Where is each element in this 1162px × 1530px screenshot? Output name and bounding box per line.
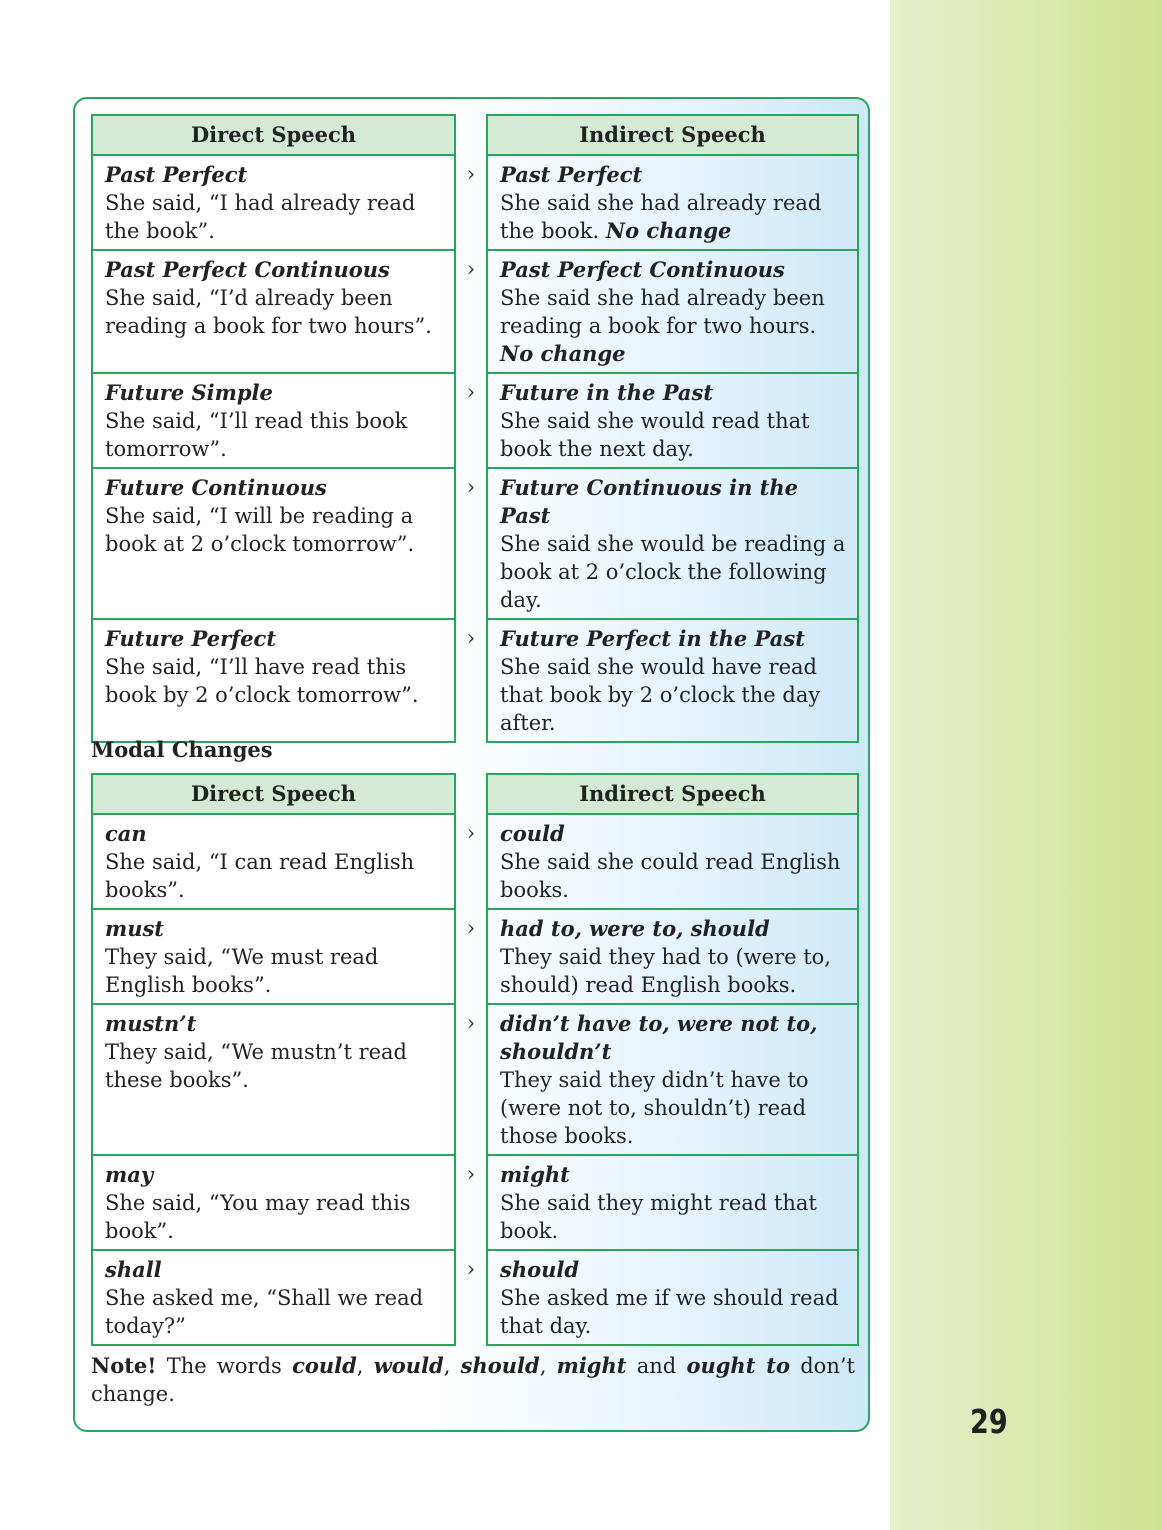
modal-name: didn’t have to, were not to, shouldn’t: [500, 1011, 818, 1064]
note-word: should: [460, 1353, 540, 1378]
header-spacer: [455, 115, 487, 155]
table-row: [92, 155, 858, 250]
example-text: She said, “I had already read the book”.: [105, 191, 416, 243]
example-text: She said, “I will be reading a book at 2 o’clock tomorrow”.: [105, 504, 415, 556]
indirect-cell: [487, 250, 858, 373]
direct-cell: [92, 814, 455, 909]
header-indirect-speech: Indirect Speech: [487, 774, 858, 814]
note-text: The words: [166, 1354, 282, 1378]
modal-name: might: [500, 1162, 570, 1187]
table-header-row: [92, 774, 858, 814]
example-text: She said they might read that book.: [500, 1191, 817, 1243]
arrow-icon: ›: [455, 468, 487, 619]
tense-name: Past Perfect Continuous: [105, 257, 390, 282]
example-text: She said she had already read the book.: [500, 191, 822, 243]
indirect-cell: [487, 909, 858, 1004]
tense-name: Future in the Past: [500, 380, 714, 405]
tense-name: Future Perfect: [105, 626, 277, 651]
direct-cell: [92, 373, 455, 468]
indirect-cell: [487, 468, 858, 619]
example-text: She said, “You may read this book”.: [105, 1191, 411, 1243]
indirect-cell: [487, 155, 858, 250]
modal-name: shall: [105, 1257, 162, 1282]
note-word: could: [292, 1353, 357, 1378]
example-text: She said she would read that book the next day.: [500, 409, 810, 461]
arrow-icon: ›: [455, 1250, 487, 1345]
direct-cell: [92, 619, 455, 742]
example-text: She said she would have read that book by 2 o’clock the day after.: [500, 655, 821, 735]
table-row: [92, 619, 858, 742]
modal-name: can: [105, 821, 147, 846]
arrow-icon: ›: [455, 373, 487, 468]
example-text: She said she would be reading a book at 2 o’clock the following day.: [500, 532, 846, 612]
page-number: 29: [970, 1402, 1008, 1441]
modal-name: may: [105, 1162, 154, 1187]
note-word: might: [556, 1353, 627, 1378]
tense-name: Past Perfect: [105, 162, 248, 187]
header-spacer: [455, 774, 487, 814]
note-label: Note!: [91, 1353, 157, 1378]
arrow-icon: ›: [455, 909, 487, 1004]
direct-cell: [92, 1004, 455, 1155]
note-paragraph: Note! The words could, would, should, might and ought to don’t change.: [91, 1353, 855, 1406]
table-row: [92, 814, 858, 909]
modal-changes-table: [91, 773, 859, 1346]
section-title: Modal Changes: [91, 737, 273, 762]
direct-cell: [92, 468, 455, 619]
modal-name: had to, were to, should: [500, 916, 770, 941]
note-word: would: [373, 1353, 444, 1378]
header-indirect-speech: Indirect Speech: [487, 115, 858, 155]
indirect-cell: [487, 1155, 858, 1250]
table-row: [92, 909, 858, 1004]
modal-name: could: [500, 821, 565, 846]
arrow-icon: ›: [455, 1155, 487, 1250]
direct-cell: [92, 909, 455, 1004]
modal-name: mustn’t: [105, 1011, 197, 1036]
direct-cell: [92, 1250, 455, 1345]
tense-name: Future Perfect in the Past: [500, 626, 805, 651]
indirect-cell: [487, 1004, 858, 1155]
arrow-icon: ›: [455, 1004, 487, 1155]
header-direct-speech: Direct Speech: [92, 115, 455, 155]
table-row: [92, 1250, 858, 1345]
example-text: She said, “I’d already been reading a book for two hours”.: [105, 286, 432, 338]
tense-name: Past Perfect: [500, 162, 643, 187]
note-word: ought to: [686, 1353, 790, 1378]
header-direct-speech: Direct Speech: [92, 774, 455, 814]
example-text: She said, “I’ll have read this book by 2 o’clock tomorrow”.: [105, 655, 419, 707]
note-text: don’t change.: [91, 1354, 855, 1406]
note-text: and: [636, 1354, 677, 1378]
table-row: [92, 250, 858, 373]
tense-name: Future Continuous: [105, 475, 327, 500]
no-change-note: No change: [500, 341, 626, 366]
indirect-cell: [487, 619, 858, 742]
example-text: They said, “We mustn’t read these books”.: [105, 1040, 407, 1092]
example-text: They said they had to (were to, should) read English books.: [500, 945, 831, 997]
tense-name: Future Simple: [105, 380, 273, 405]
example-text: They said they didn’t have to (were not to, shouldn’t) read those books.: [500, 1068, 809, 1148]
example-text: She said she could read English books.: [500, 850, 841, 902]
example-text: She said, “I’ll read this book tomorrow”.: [105, 409, 408, 461]
table-row: [92, 468, 858, 619]
example-text: She said she had already been reading a book for two hours.: [500, 286, 825, 338]
direct-cell: [92, 250, 455, 373]
arrow-icon: ›: [455, 619, 487, 742]
table-row: [92, 1155, 858, 1250]
side-color-strip: [890, 0, 1162, 1530]
arrow-icon: ›: [455, 155, 487, 250]
tense-name: Future Continuous in the Past: [500, 475, 799, 528]
direct-cell: [92, 155, 455, 250]
table-row: [92, 1004, 858, 1155]
example-text: They said, “We must read English books”.: [105, 945, 379, 997]
modal-name: should: [500, 1257, 580, 1282]
example-text: She said, “I can read English books”.: [105, 850, 415, 902]
table-row: [92, 373, 858, 468]
indirect-cell: [487, 373, 858, 468]
no-change-note: No change: [605, 218, 732, 243]
example-text: She asked me if we should read that day.: [500, 1286, 839, 1338]
table-header-row: [92, 115, 858, 155]
modal-name: must: [105, 916, 165, 941]
tense-name: Past Perfect Continuous: [500, 257, 785, 282]
example-text: She asked me, “Shall we read today?”: [105, 1286, 424, 1338]
indirect-cell: [487, 1250, 858, 1345]
arrow-icon: ›: [455, 814, 487, 909]
indirect-cell: [487, 814, 858, 909]
arrow-icon: ›: [455, 250, 487, 373]
tense-changes-table: [91, 114, 859, 743]
direct-cell: [92, 1155, 455, 1250]
